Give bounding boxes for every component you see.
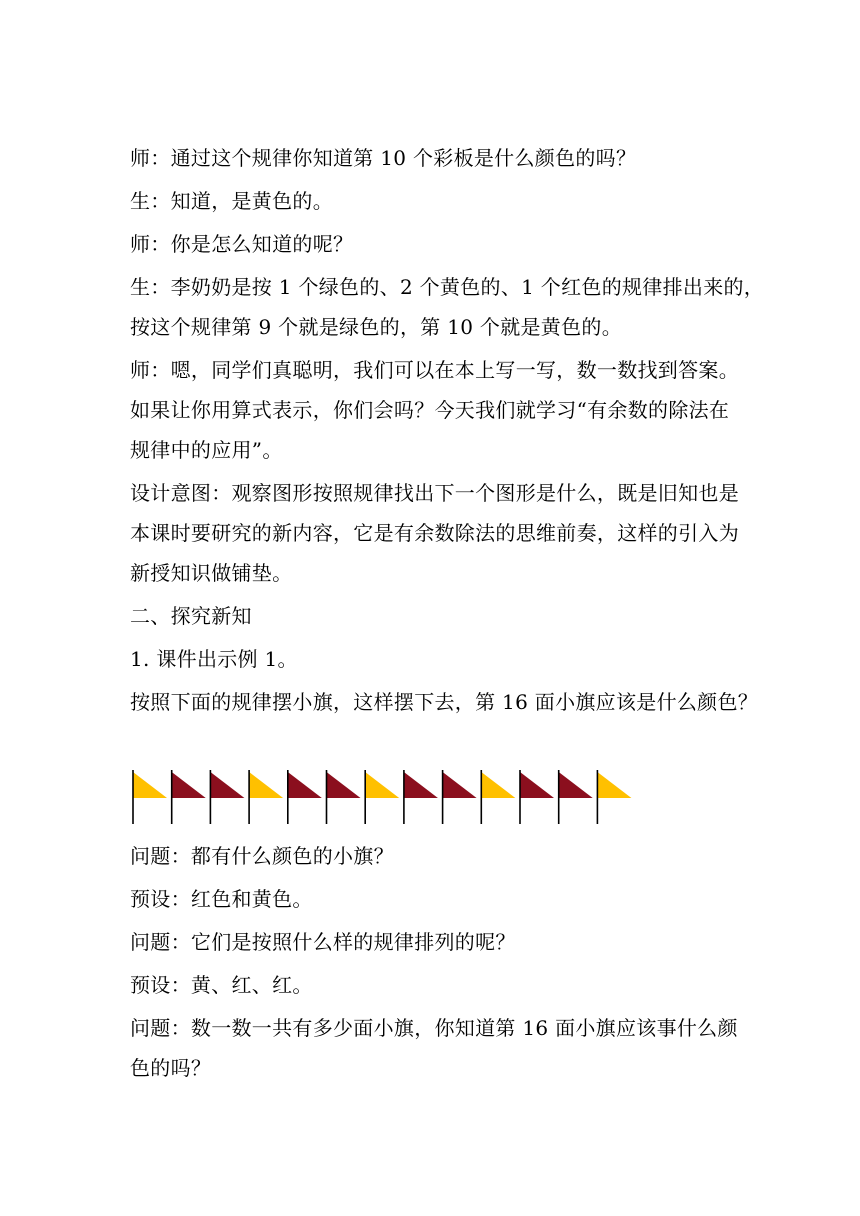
flag-cloth bbox=[597, 772, 631, 798]
text-line: 师：你是怎么知道的呢？ bbox=[130, 232, 354, 256]
flag-red bbox=[210, 770, 244, 824]
text-line: 问题：它们是按照什么样的规律排列的呢？ bbox=[130, 930, 516, 954]
design-intent bbox=[130, 473, 740, 593]
flag-cloth bbox=[327, 772, 361, 798]
text-line: 按照下面的规律摆小旗，这样摆下去，第 16 面小旗应该是什么颜色？ bbox=[130, 690, 759, 714]
flag-red bbox=[327, 770, 361, 824]
text-line: 如果让你用算式表示，你们会吗？今天我们就学习“有余数的除法在 bbox=[130, 398, 730, 422]
text-line: 本课时要研究的新内容，它是有余数除法的思维前奏，这样的引入为 bbox=[130, 521, 739, 545]
text-line: 预设：黄、红、红。 bbox=[130, 973, 313, 997]
flag-red bbox=[559, 770, 593, 824]
flag-red bbox=[404, 770, 438, 824]
flag-cloth bbox=[133, 772, 167, 798]
flag-yellow bbox=[133, 770, 167, 824]
text-line: 色的吗？ bbox=[130, 1056, 212, 1080]
student-explanation bbox=[130, 267, 765, 347]
flag-cloth bbox=[520, 772, 554, 798]
flag-yellow bbox=[597, 770, 631, 824]
flag-cloth bbox=[559, 772, 593, 798]
text-line: 师：通过这个规律你知道第 10 个彩板是什么颜色的吗？ bbox=[130, 146, 637, 170]
text-line: 1. 课件出示例 1。 bbox=[130, 647, 298, 671]
flag-cloth bbox=[481, 772, 515, 798]
question-16th-flag bbox=[130, 1008, 740, 1088]
text-line: 生：李奶奶是按 1 个绿色的、2 个黄色的、1 个红色的规律排出来的， bbox=[130, 275, 765, 299]
text-line: 生：知道，是黄色的。 bbox=[130, 189, 333, 213]
teacher-praise bbox=[130, 350, 740, 470]
text-line: 二、探究新知 bbox=[130, 604, 252, 628]
text-line: 师：嗯，同学们真聪明，我们可以在本上写一写，数一数找到答案。 bbox=[130, 358, 739, 382]
teacher-how-know bbox=[130, 224, 740, 264]
question-colors bbox=[130, 836, 740, 876]
document-body-after bbox=[130, 836, 740, 1088]
section-heading bbox=[130, 596, 740, 636]
text-line: 规律中的应用”。 bbox=[130, 438, 283, 462]
flag-cloth bbox=[365, 772, 399, 798]
document-body bbox=[130, 138, 765, 722]
answer-pattern bbox=[130, 965, 740, 1005]
student-answer-yellow bbox=[130, 181, 740, 221]
flag-sequence-figure bbox=[130, 770, 640, 826]
flag-cloth bbox=[172, 772, 206, 798]
flag-question bbox=[130, 682, 759, 722]
text-line: 问题：都有什么颜色的小旗？ bbox=[130, 844, 394, 868]
flag-cloth bbox=[404, 772, 438, 798]
flag-red bbox=[172, 770, 206, 824]
flag-red bbox=[443, 770, 477, 824]
flag-red bbox=[288, 770, 322, 824]
flag-cloth bbox=[288, 772, 322, 798]
text-line: 按这个规律第 9 个就是绿色的，第 10 个就是黄色的。 bbox=[130, 315, 623, 339]
flag-yellow bbox=[365, 770, 399, 824]
flag-yellow bbox=[481, 770, 515, 824]
question-pattern bbox=[130, 922, 740, 962]
flag-cloth bbox=[443, 772, 477, 798]
answer-colors bbox=[130, 879, 740, 919]
flag-cloth bbox=[210, 772, 244, 798]
text-line: 预设：红色和黄色。 bbox=[130, 887, 313, 911]
text-line: 新授知识做铺垫。 bbox=[130, 561, 293, 585]
text-line: 问题：数一数一共有多少面小旗，你知道第 16 面小旗应该事什么颜 bbox=[130, 1016, 738, 1040]
text-line: 设计意图：观察图形按照规律找出下一个图形是什么，既是旧知也是 bbox=[130, 481, 739, 505]
teacher-question-10th bbox=[130, 138, 740, 178]
flag-yellow bbox=[249, 770, 283, 824]
flag-cloth bbox=[249, 772, 283, 798]
example-1 bbox=[130, 639, 740, 679]
flag-red bbox=[520, 770, 554, 824]
